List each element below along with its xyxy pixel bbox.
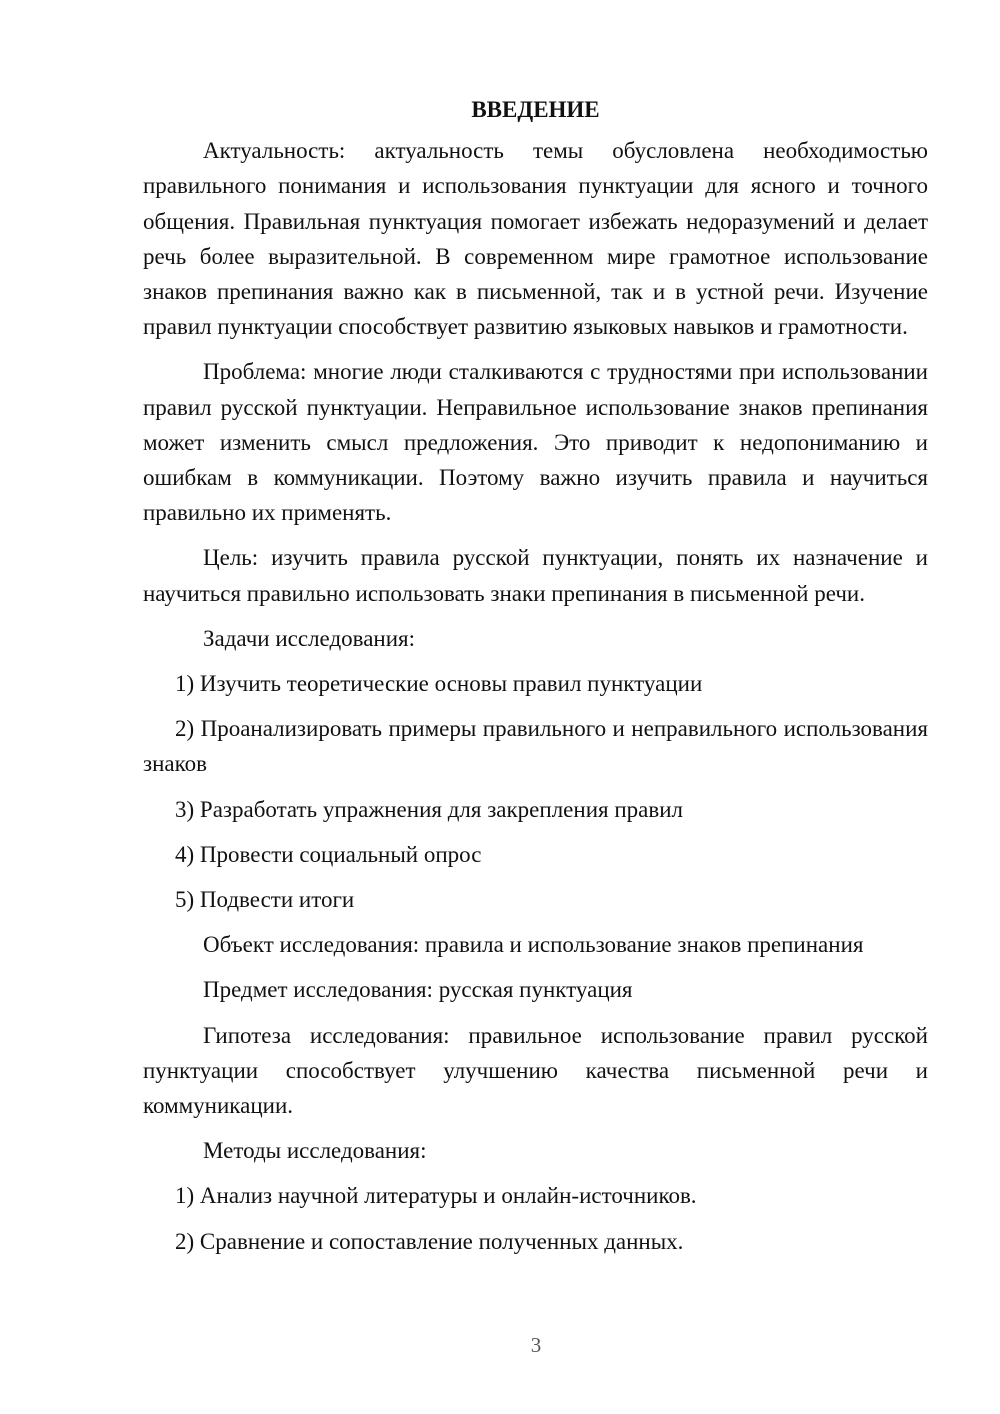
page-content: [143, 92, 928, 1269]
page-title: ВВЕДЕНИЕ: [471, 97, 600, 122]
research-object: Объект исследования: правила и использование знаков препинания: [203, 932, 864, 958]
methods-heading: Методы исследования:: [203, 1138, 427, 1164]
tasks-heading: Задачи исследования:: [203, 625, 416, 651]
task-item: 1) Изучить теоретические основы правил пунктуации: [175, 671, 703, 697]
problem-paragraph: Проблема: многие люди сталкиваются с трудностями при использовании правил русской пунктуации. Неправильное использование знаков препинания может изменить смысл предложения. Это приводит к недопониманию и ошибкам в коммуникации. Поэтому важно изучить правила и научиться правильно их применять.: [143, 359, 928, 526]
task-item: 4) Провести социальный опрос: [175, 841, 482, 867]
research-subject: Предмет исследования: русская пунктуация: [203, 977, 633, 1003]
goal-paragraph: Цель: изучить правила русской пунктуации, понять их назначение и научиться правильно использовать знаки препинания в письменной речи.: [143, 545, 928, 606]
method-item: 1) Анализ научной литературы и онлайн-источников.: [175, 1183, 697, 1209]
page-number: 3: [530, 1333, 542, 1357]
method-item: 2) Сравнение и сопоставление полученных данных.: [175, 1228, 684, 1254]
task-item: 5) Подвести итоги: [175, 887, 355, 913]
hypothesis-paragraph: Гипотеза исследования: правильное использование правил русской пунктуации способствует улучшению качества письменной речи и коммуникации.: [143, 1022, 928, 1119]
task-item: 3) Разработать упражнения для закрепления правил: [175, 796, 683, 822]
task-item: 2) Проанализировать примеры правильного и неправильного использования знаков: [143, 716, 928, 777]
relevance-paragraph: Актуальность: актуальность темы обусловлена необходимостью правильного понимания и использования пунктуации для ясного и точного общения. Правильная пунктуация помогает избежать недоразумений и делает речь более выразительной. В современном мире грамотное использование знаков препинания важно как в письменной, так и в устной речи. Изучение правил пунктуации способствует развитию языковых навыков и грамотности.: [143, 138, 928, 340]
